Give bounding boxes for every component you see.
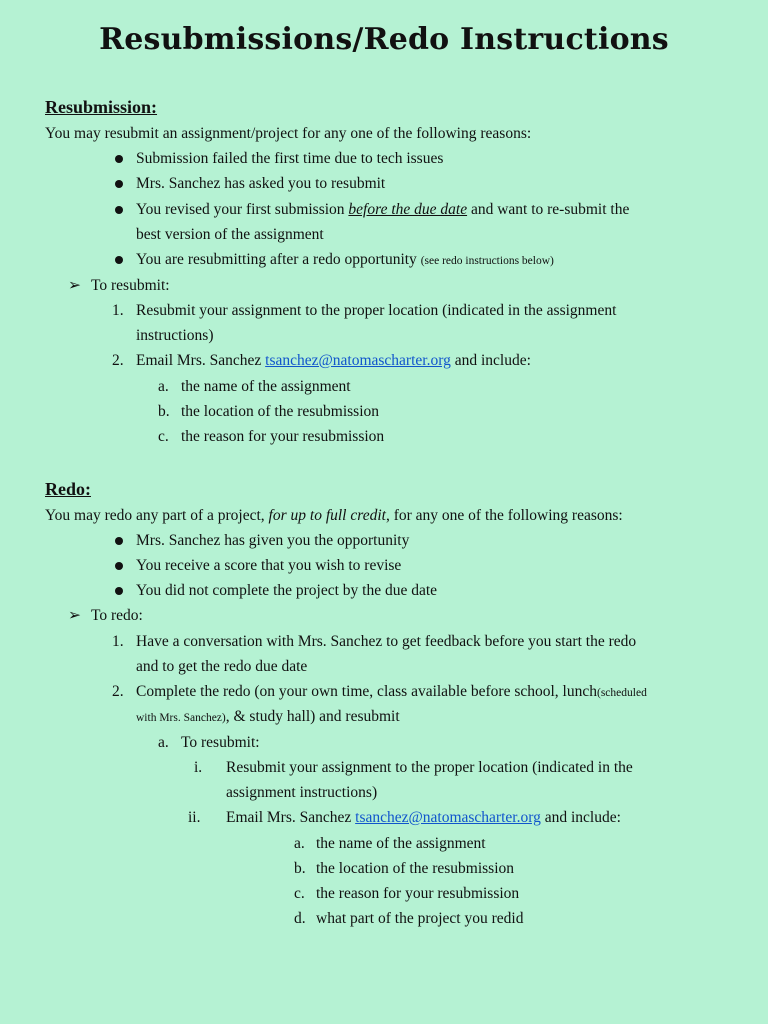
resubmission-intro: You may resubmit an assignment/project for any one of the following reasons:: [45, 125, 532, 142]
resubmit-step-1-cont: instructions): [136, 327, 214, 344]
page-title: Resubmissions/Redo Instructions: [99, 22, 669, 57]
bullet-icon: [115, 562, 123, 570]
resubmission-reason-4: You are resubmitting after a redo opportunity (see redo instructions below): [136, 251, 554, 268]
redo-sub-i-cont: assignment instructions): [226, 784, 378, 801]
include-item: what part of the project you redid: [316, 910, 524, 927]
email-link[interactable]: tsanchez@natomascharter.org: [265, 352, 451, 369]
redo-sub-i: Resubmit your assignment to the proper location (indicated in the: [226, 759, 633, 776]
arrow-icon: ➢: [68, 277, 81, 294]
list-marker: d.: [294, 910, 306, 927]
resubmit-step-2: Email Mrs. Sanchez tsanchez@natomascharter.org and include:: [136, 352, 531, 369]
redo-step-2-cont: with Mrs. Sanchez), & study hall) and resubmit: [136, 708, 400, 725]
redo-step-2: Complete the redo (on your own time, class available before school, lunch(scheduled: [136, 683, 647, 700]
include-item: the location of the resubmission: [316, 860, 515, 877]
resubmission-reason-1: Submission failed the first time due to tech issues: [136, 150, 444, 167]
step-number: 2.: [112, 683, 124, 700]
include-item: the name of the assignment: [316, 835, 486, 852]
resubmission-reason-3: You revised your first submission before the due date and want to re-submit the: [136, 201, 630, 218]
list-marker: c.: [294, 885, 305, 902]
include-item: the reason for your resubmission: [316, 885, 520, 902]
bullet-icon: [115, 155, 123, 163]
redo-reason-1: Mrs. Sanchez has given you the opportunity: [136, 532, 410, 549]
list-marker: c.: [158, 428, 169, 445]
emphasis-text: for up to full credit: [268, 507, 386, 524]
bullet-icon: [115, 587, 123, 595]
redo-reason-3: You did not complete the project by the due date: [136, 582, 438, 599]
list-marker: i.: [194, 759, 203, 776]
arrow-icon: ➢: [68, 607, 81, 624]
redo-step-1-cont: and to get the redo due date: [136, 658, 308, 675]
bullet-icon: [115, 256, 123, 264]
redo-step-1: Have a conversation with Mrs. Sanchez to get feedback before you start the redo: [136, 633, 637, 650]
step-number: 1.: [112, 302, 124, 319]
bullet-icon: [115, 537, 123, 545]
to-resubmit-label: To resubmit:: [91, 277, 170, 294]
emphasis-text: before the due date: [348, 201, 468, 218]
resubmission-reason-2: Mrs. Sanchez has asked you to resubmit: [136, 175, 386, 192]
bullet-icon: [115, 206, 123, 214]
list-marker: b.: [294, 860, 306, 877]
to-redo-label: To redo:: [91, 607, 143, 624]
list-marker: b.: [158, 403, 170, 420]
redo-intro: You may redo any part of a project, for up to full credit, for any one of the following reasons:: [45, 507, 623, 524]
list-marker: a.: [158, 378, 169, 395]
email-link[interactable]: tsanchez@natomascharter.org: [355, 809, 541, 826]
bullet-icon: [115, 180, 123, 188]
step-number: 2.: [112, 352, 124, 369]
redo-reason-2: You receive a score that you wish to revise: [136, 557, 402, 574]
list-marker: a.: [294, 835, 305, 852]
list-marker: a.: [158, 734, 169, 751]
include-item: the reason for your resubmission: [181, 428, 385, 445]
list-marker: ii.: [188, 809, 201, 826]
step-number: 1.: [112, 633, 124, 650]
resubmission-heading: Resubmission:: [45, 97, 158, 117]
resubmission-reason-3-cont: best version of the assignment: [136, 226, 324, 243]
include-item: the name of the assignment: [181, 378, 351, 395]
resubmit-step-1: Resubmit your assignment to the proper location (indicated in the assignment: [136, 302, 617, 319]
redo-sub-a: To resubmit:: [181, 734, 260, 751]
redo-heading: Redo:: [45, 479, 91, 499]
redo-sub-ii: Email Mrs. Sanchez tsanchez@natomascharter.org and include:: [226, 809, 621, 826]
include-item: the location of the resubmission: [181, 403, 380, 420]
